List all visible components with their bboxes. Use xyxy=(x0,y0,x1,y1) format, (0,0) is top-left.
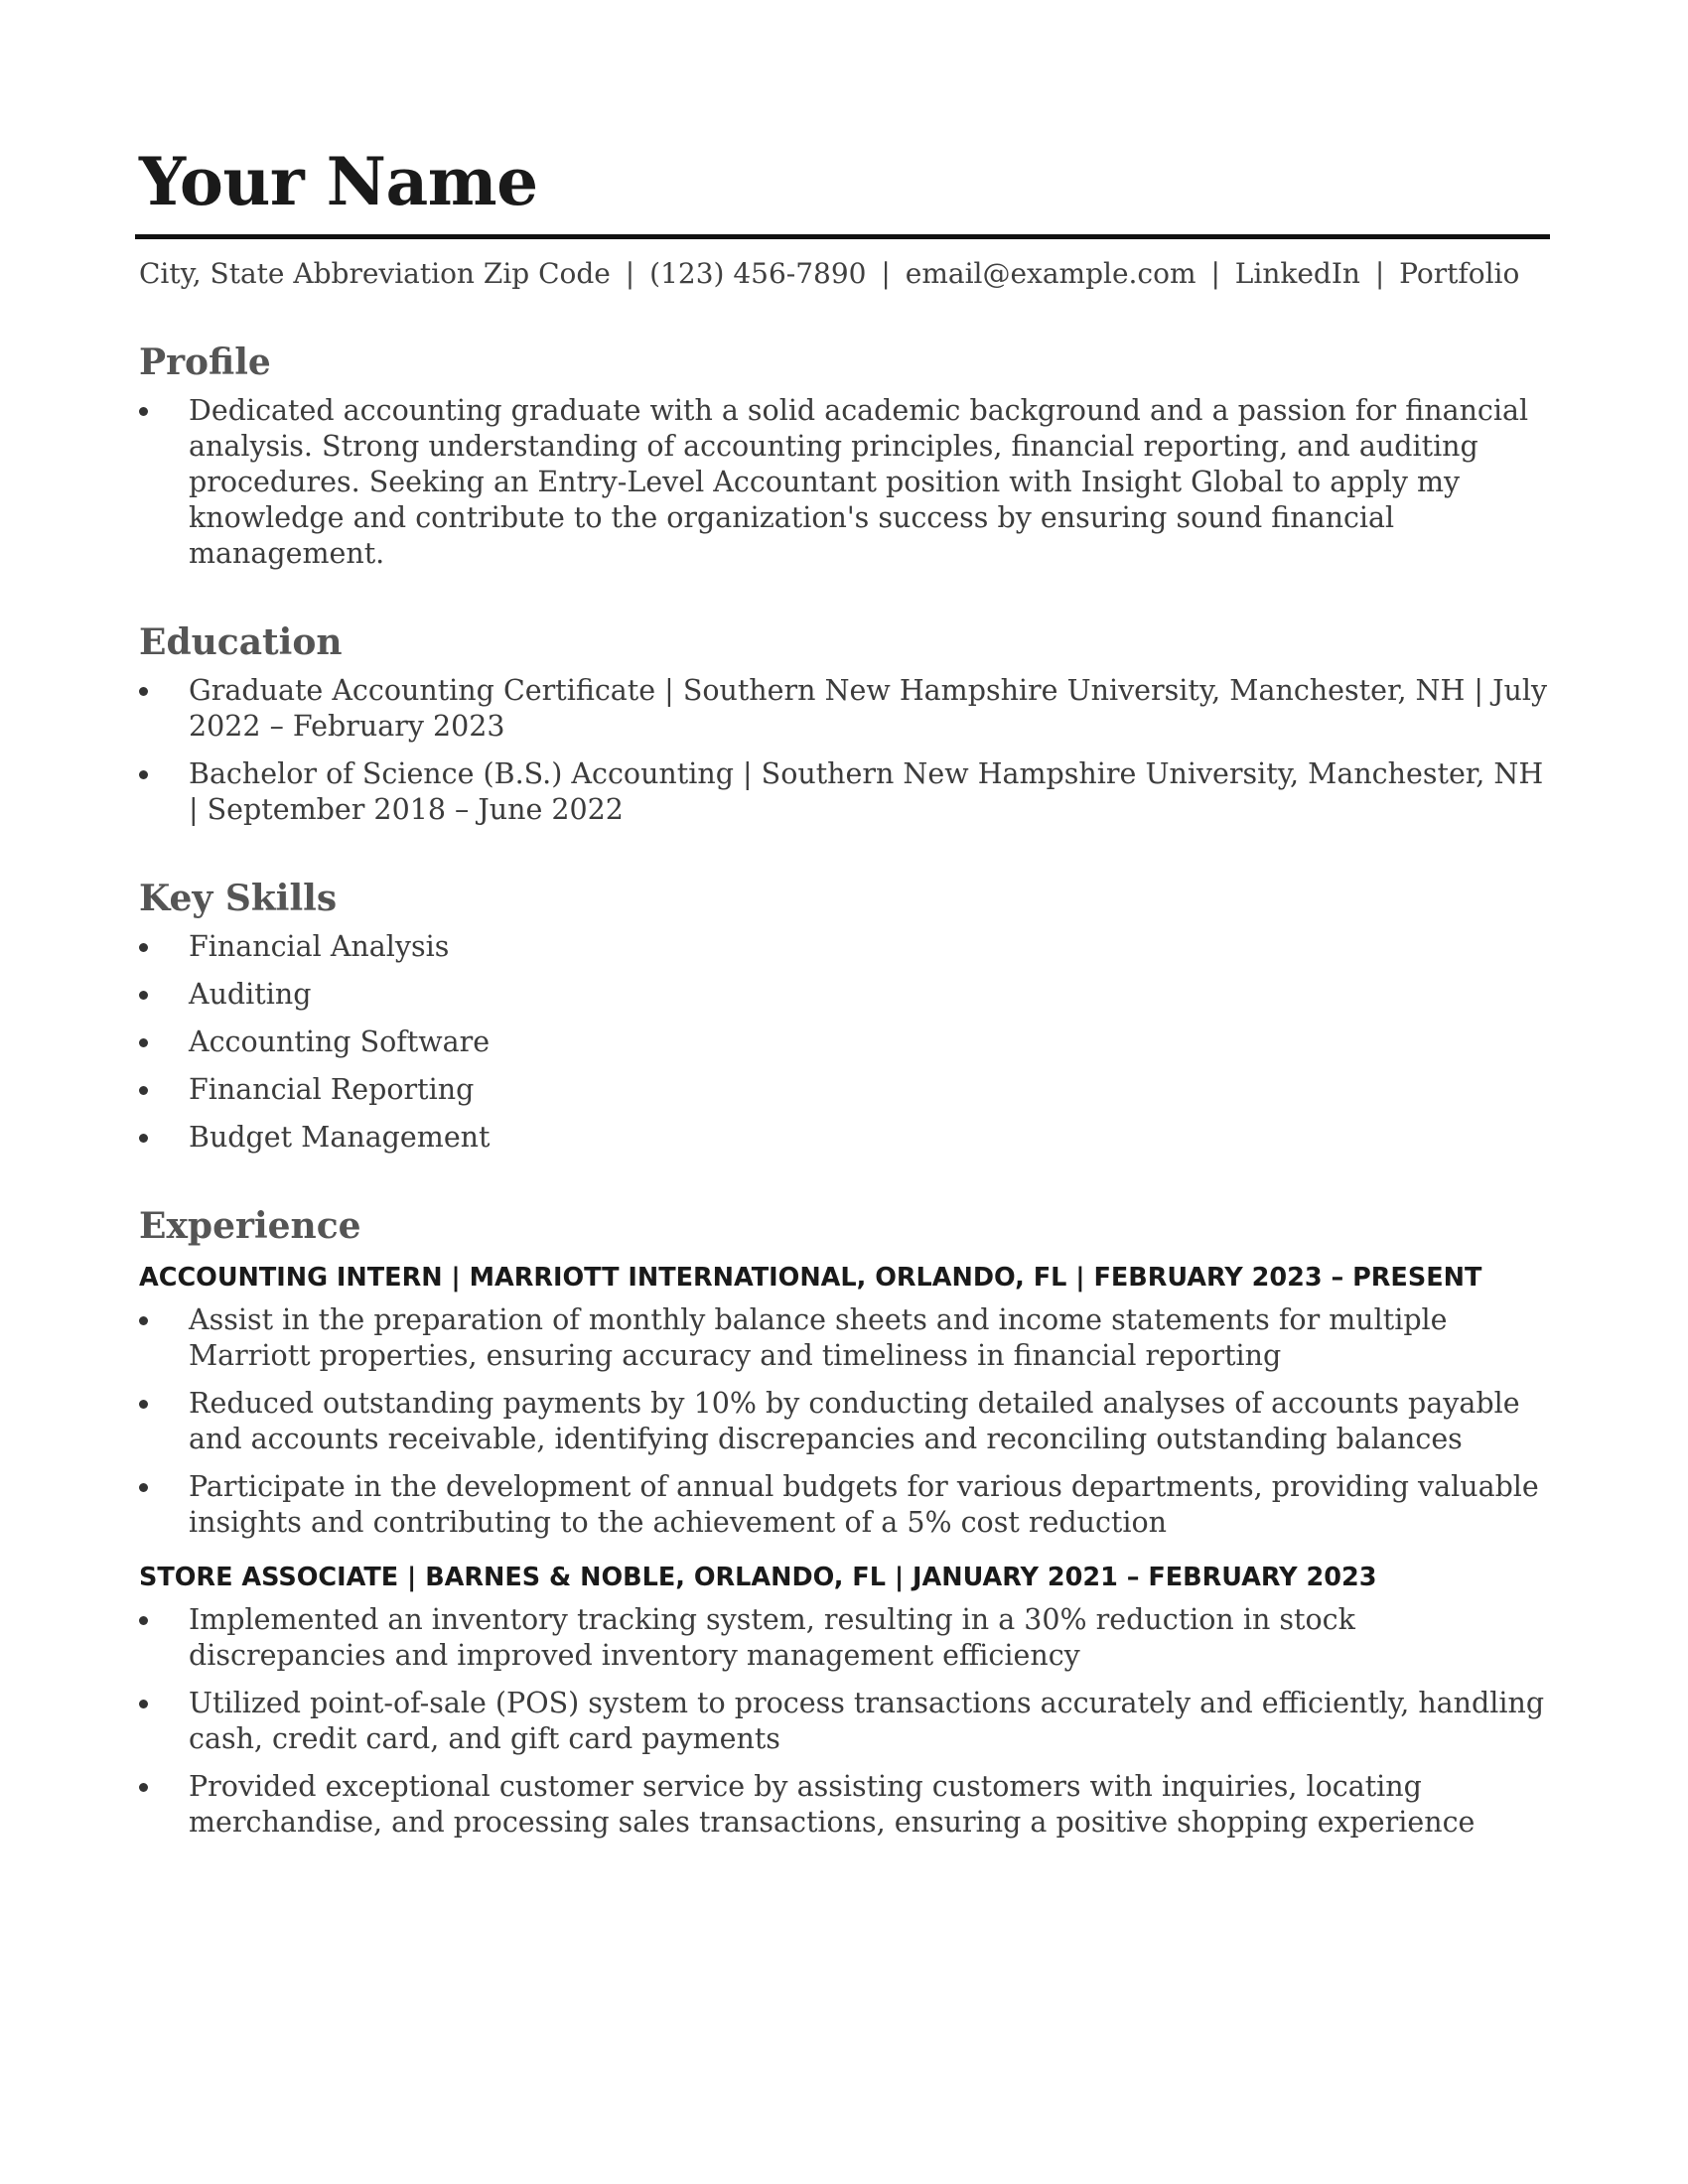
bullet-icon xyxy=(139,1700,148,1708)
resume-page xyxy=(139,139,1549,1852)
contact-separator: | xyxy=(625,257,635,290)
list-item xyxy=(139,1602,1549,1674)
contact-portfolio-link[interactable]: Portfolio xyxy=(1399,257,1520,290)
list-item xyxy=(139,1686,1549,1757)
bullet-icon xyxy=(139,1483,148,1492)
list-item xyxy=(139,1024,1549,1060)
skill-entry: Financial Analysis xyxy=(189,930,450,963)
education-list xyxy=(139,673,1549,828)
bullet-icon xyxy=(139,943,148,952)
skill-entry: Budget Management xyxy=(189,1121,491,1154)
list-item xyxy=(139,1386,1549,1457)
bullet-icon xyxy=(139,1316,148,1325)
contact-email[interactable]: email@example.com xyxy=(905,257,1196,290)
resume-name: Your Name xyxy=(139,143,538,220)
contact-location: City, State Abbreviation Zip Code xyxy=(139,257,611,290)
job-heading: STORE ASSOCIATE | BARNES & NOBLE, ORLANDO, FL | JANUARY 2021 – FEBRUARY 2023 xyxy=(139,1563,1377,1592)
bullet-icon xyxy=(139,1400,148,1409)
section-title-education: Education xyxy=(139,621,343,663)
list-item xyxy=(139,1769,1549,1841)
contact-line xyxy=(139,257,1549,290)
skill-entry: Accounting Software xyxy=(189,1025,491,1058)
job-heading: ACCOUNTING INTERN | MARRIOTT INTERNATIONAL, ORLANDO, FL | FEBRUARY 2023 – PRESENT xyxy=(139,1263,1482,1293)
list-item xyxy=(139,673,1549,745)
list-item xyxy=(139,1120,1549,1156)
list-item xyxy=(139,393,1549,572)
skills-list xyxy=(139,929,1549,1156)
section-title-profile: Profile xyxy=(139,341,271,383)
bullet-icon xyxy=(139,1616,148,1625)
job-bullet-text: Assist in the preparation of monthly balance sheets and income statements for multiple Marriott properties, ensuring accuracy and timeliness in financial reporting xyxy=(189,1303,1448,1372)
list-item xyxy=(139,929,1549,965)
list-item xyxy=(139,1302,1549,1374)
bullet-icon xyxy=(139,770,148,779)
education-entry: Graduate Accounting Certificate | Southern New Hampshire University, Manchester, NH | July 2022 – February 2023 xyxy=(189,674,1548,743)
list-item xyxy=(139,756,1549,828)
profile-text: Dedicated accounting graduate with a solid academic background and a passion for financial analysis. Strong understanding of accounting principles, financial reporting, and auditing procedures. Seeking an Entry-Level Accountant position with Insight Global to apply my knowledge and contribute to the organization's success by ensuring sound financial management. xyxy=(189,394,1529,570)
skill-entry: Financial Reporting xyxy=(189,1073,475,1106)
job-bullet-list xyxy=(139,1302,1549,1541)
job-bullet-text: Implemented an inventory tracking system, resulting in a 30% reduction in stock discrepancies and improved inventory management efficiency xyxy=(189,1603,1355,1672)
contact-separator: | xyxy=(881,257,891,290)
bullet-icon xyxy=(139,1134,148,1143)
bullet-icon xyxy=(139,991,148,1000)
job-bullet-text: Participate in the development of annual budgets for various departments, providing valuable insights and contributing to the achievement of a 5% cost reduction xyxy=(189,1470,1539,1539)
section-title-skills: Key Skills xyxy=(139,878,338,919)
job-bullet-list xyxy=(139,1602,1549,1841)
contact-separator: | xyxy=(1374,257,1385,290)
bullet-icon xyxy=(139,1038,148,1047)
job-bullet-text: Utilized point-of-sale (POS) system to process transactions accurately and efficiently, handling cash, credit card, and gift card payments xyxy=(189,1687,1545,1755)
bullet-icon xyxy=(139,687,148,696)
contact-separator: | xyxy=(1210,257,1220,290)
bullet-icon xyxy=(139,407,148,416)
job-bullet-text: Provided exceptional customer service by assisting customers with inquiries, locating merchandise, and processing sales transactions, ensuring a positive shopping experience xyxy=(189,1770,1476,1839)
bullet-icon xyxy=(139,1086,148,1095)
list-item xyxy=(139,1469,1549,1541)
contact-linkedin-link[interactable]: LinkedIn xyxy=(1234,257,1360,290)
education-entry: Bachelor of Science (B.S.) Accounting | Southern New Hampshire University, Manchester, NH | September 2018 – June 2022 xyxy=(189,757,1544,826)
section-title-experience: Experience xyxy=(139,1205,361,1247)
profile-list xyxy=(139,393,1549,572)
contact-phone: (123) 456-7890 xyxy=(649,257,867,290)
bullet-icon xyxy=(139,1783,148,1792)
skill-entry: Auditing xyxy=(189,978,312,1011)
header-divider xyxy=(135,234,1550,239)
list-item xyxy=(139,977,1549,1013)
list-item xyxy=(139,1072,1549,1108)
job-bullet-text: Reduced outstanding payments by 10% by conducting detailed analyses of accounts payable and accounts receivable, identifying discrepancies and reconciling outstanding balances xyxy=(189,1387,1520,1455)
